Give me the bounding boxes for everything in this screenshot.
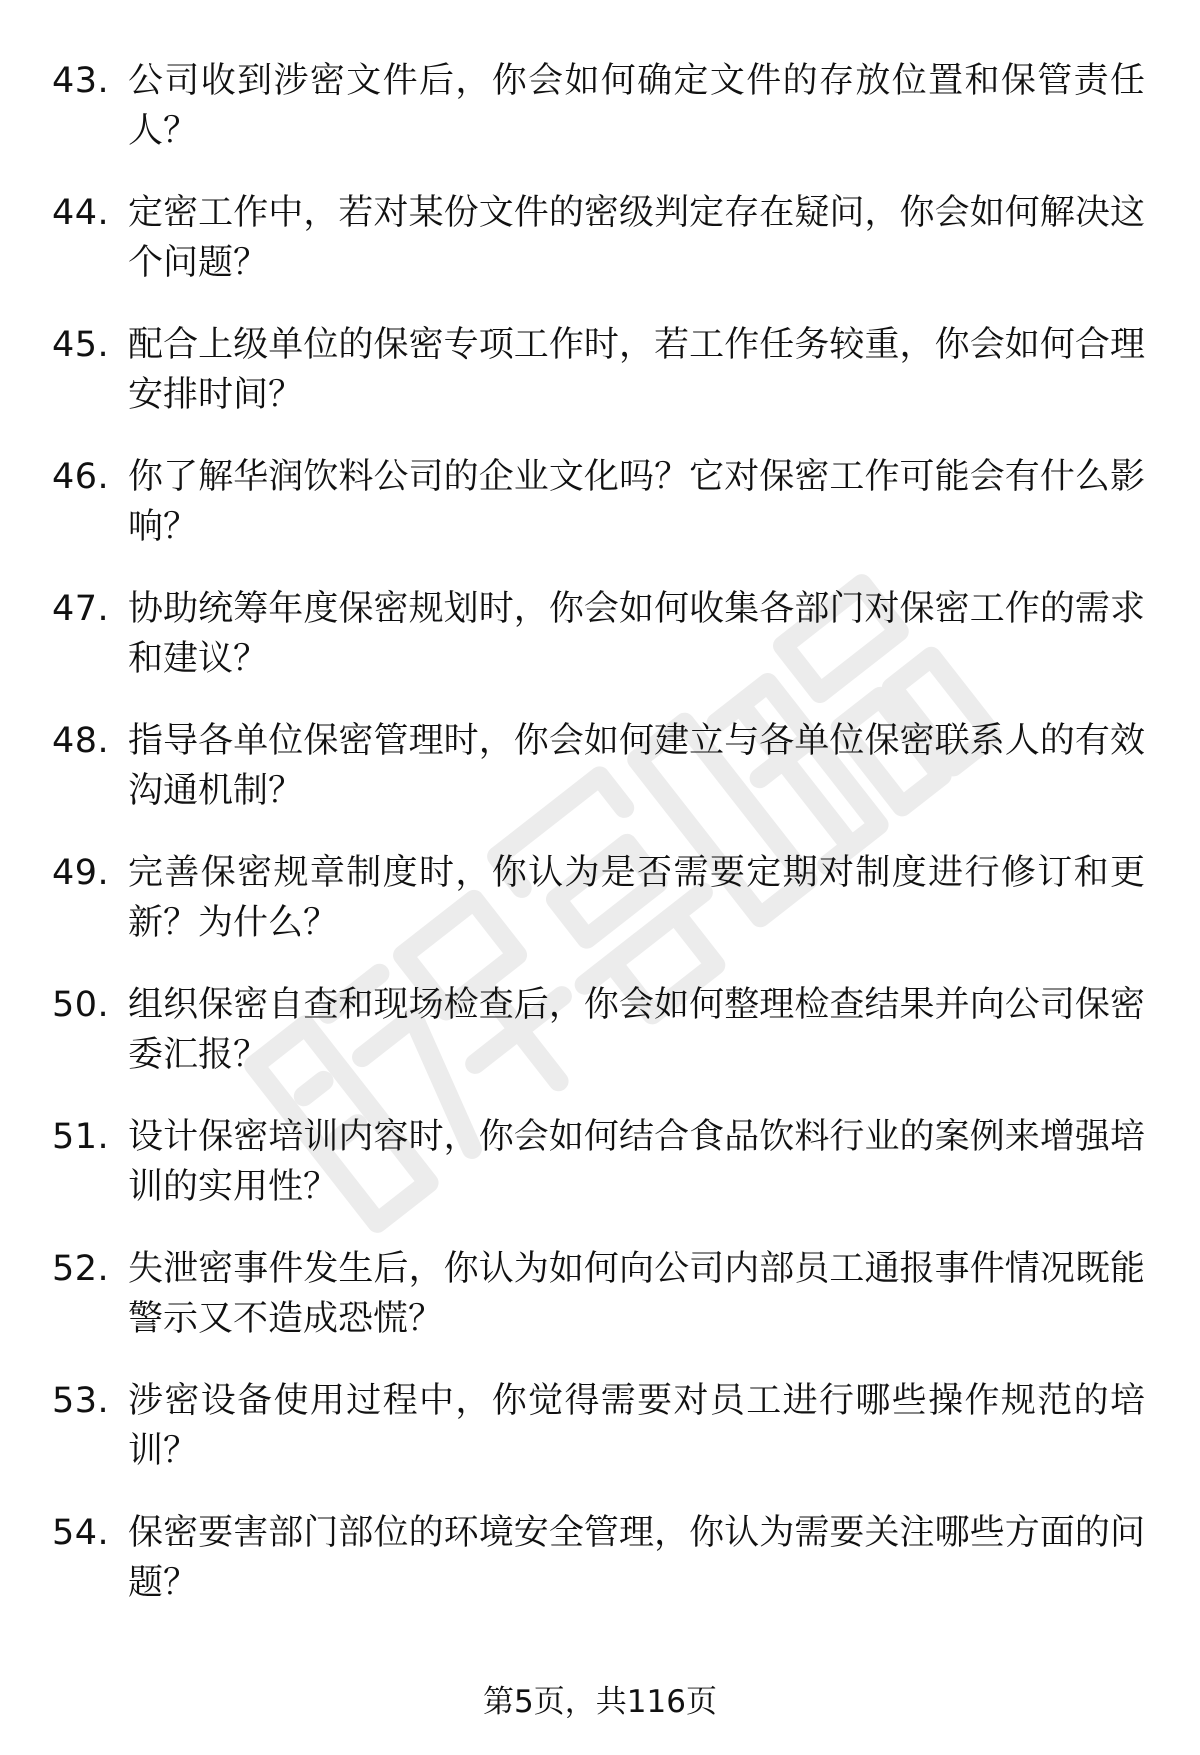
question-item (52, 1244, 1147, 1376)
question-text: 协助统筹年度保密规划时，你会如何收集各部门对保密工作的需求和建议？ (128, 589, 1145, 679)
question-number: 51. (52, 1117, 110, 1157)
question-text: 失泄密事件发生后，你认为如何向公司内部员工通报事件情况既能警示又不造成恐慌？ (128, 1249, 1145, 1339)
question-list (52, 56, 1147, 1640)
question-text: 配合上级单位的保密专项工作时，若工作任务较重，你会如何合理安排时间？ (128, 325, 1145, 415)
question-number: 44. (52, 193, 110, 233)
page-footer: 第5页，共116页 (483, 1684, 717, 1720)
question-text: 组织保密自查和现场检查后，你会如何整理检查结果并向公司保密委汇报？ (128, 985, 1145, 1075)
question-item (52, 452, 1147, 584)
question-number: 48. (52, 721, 110, 761)
question-text: 保密要害部门部位的环境安全管理，你认为需要关注哪些方面的问题？ (128, 1513, 1145, 1603)
question-text: 你了解华润饮料公司的企业文化吗？它对保密工作可能会有什么影响？ (128, 457, 1145, 547)
question-number: 50. (52, 985, 110, 1025)
question-text: 涉密设备使用过程中，你觉得需要对员工进行哪些操作规范的培训？ (128, 1381, 1145, 1471)
question-number: 54. (52, 1513, 110, 1553)
question-text: 公司收到涉密文件后，你会如何确定文件的存放位置和保管责任人？ (128, 61, 1145, 151)
question-number: 53. (52, 1381, 110, 1421)
question-item (52, 980, 1147, 1112)
question-item (52, 1112, 1147, 1244)
question-number: 46. (52, 457, 110, 497)
question-text: 指导各单位保密管理时，你会如何建立与各单位保密联系人的有效沟通机制？ (128, 721, 1145, 811)
question-item (52, 1508, 1147, 1640)
question-item (52, 320, 1147, 452)
question-number: 43. (52, 61, 110, 101)
question-number: 49. (52, 853, 110, 893)
question-item (52, 56, 1147, 188)
question-item (52, 716, 1147, 848)
question-item (52, 188, 1147, 320)
question-number: 52. (52, 1249, 110, 1289)
question-text: 完善保密规章制度时，你认为是否需要定期对制度进行修订和更新？为什么？ (128, 853, 1145, 943)
question-text: 设计保密培训内容时，你会如何结合食品饮料行业的案例来增强培训的实用性？ (128, 1117, 1145, 1207)
question-item (52, 584, 1147, 716)
question-text: 定密工作中，若对某份文件的密级判定存在疑问，你会如何解决这个问题？ (128, 193, 1145, 283)
question-item (52, 1376, 1147, 1508)
question-item (52, 848, 1147, 980)
question-number: 45. (52, 325, 110, 365)
question-number: 47. (52, 589, 110, 629)
